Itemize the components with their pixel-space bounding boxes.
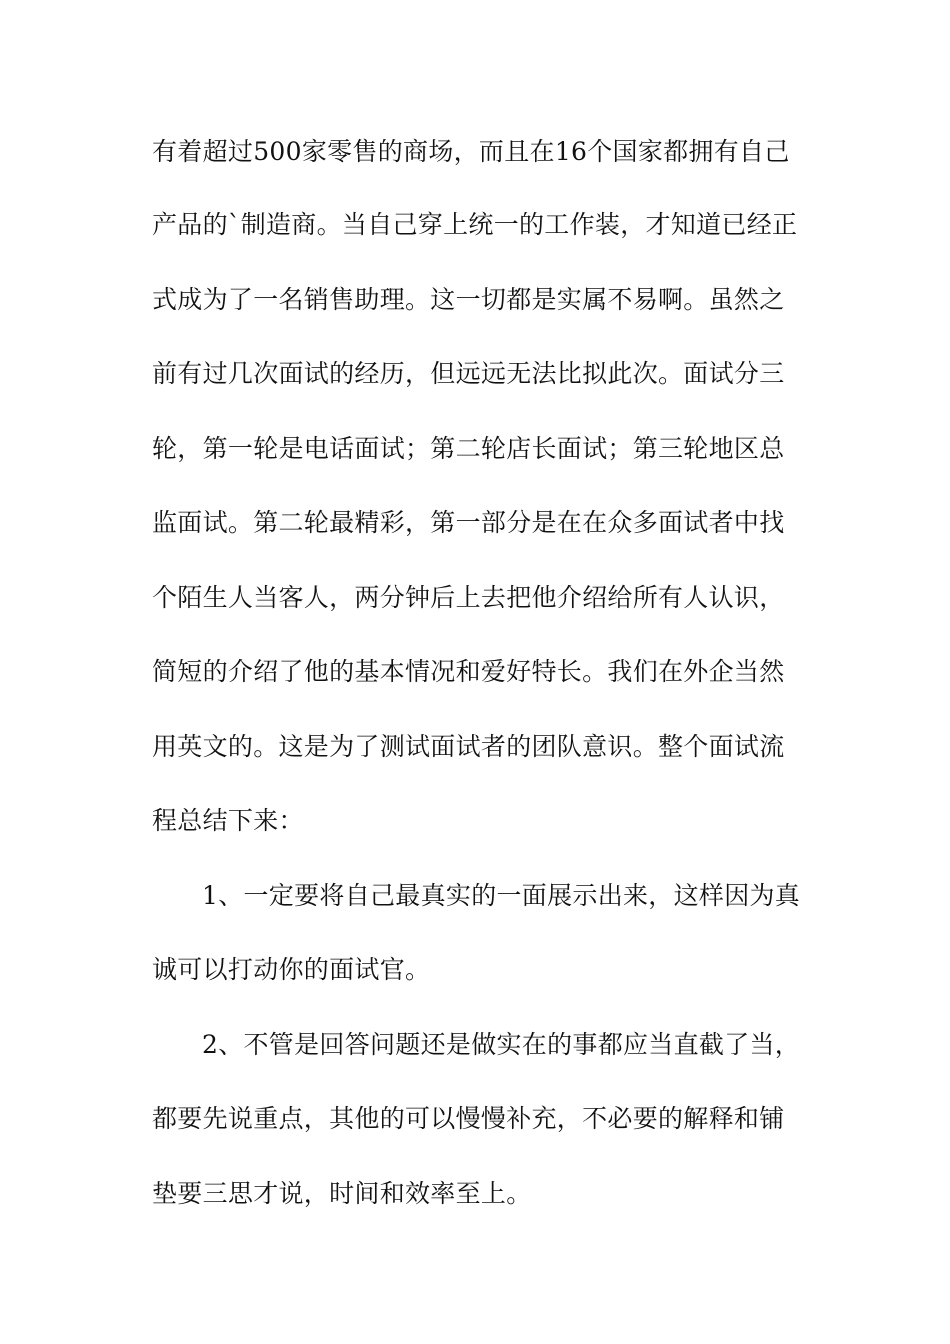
list-item-line: 都要先说重点，其他的可以慢慢补充，不必要的解释和铺 bbox=[152, 1104, 785, 1133]
paragraph-line: 监面试。第二轮最精彩，第一部分是在在众多面试者中找 bbox=[152, 508, 785, 537]
paragraph-line: 用英文的。这是为了测试面试者的团队意识。整个面试流 bbox=[152, 732, 785, 761]
paragraph-line: 有着超过500家零售的商场，而且在16个国家都拥有自己 bbox=[152, 137, 790, 166]
list-item-line: 1、一定要将自己最真实的一面展示出来，这样因为真 bbox=[202, 881, 801, 910]
list-item-line: 垫要三思才说，时间和效率至上。 bbox=[152, 1179, 532, 1208]
paragraph-line: 简短的介绍了他的基本情况和爱好特长。我们在外企当然 bbox=[152, 657, 785, 686]
list-item-line: 2、不管是回答问题还是做实在的事都应当直截了当， bbox=[202, 1030, 801, 1059]
paragraph-line: 程总结下来： bbox=[152, 806, 304, 835]
paragraph-line: 前有过几次面试的经历，但远远无法比拟此次。面试分三 bbox=[152, 359, 785, 388]
list-item-line: 诚可以打动你的面试官。 bbox=[152, 955, 431, 984]
paragraph-line: 轮，第一轮是电话面试；第二轮店长面试；第三轮地区总 bbox=[152, 434, 785, 463]
paragraph-line: 个陌生人当客人，两分钟后上去把他介绍给所有人认识， bbox=[152, 583, 785, 612]
paragraph-line: 式成为了一名销售助理。这一切都是实属不易啊。虽然之 bbox=[152, 285, 785, 314]
paragraph-line: 产品的`制造商。当自己穿上统一的工作装，才知道已经正 bbox=[152, 210, 798, 239]
